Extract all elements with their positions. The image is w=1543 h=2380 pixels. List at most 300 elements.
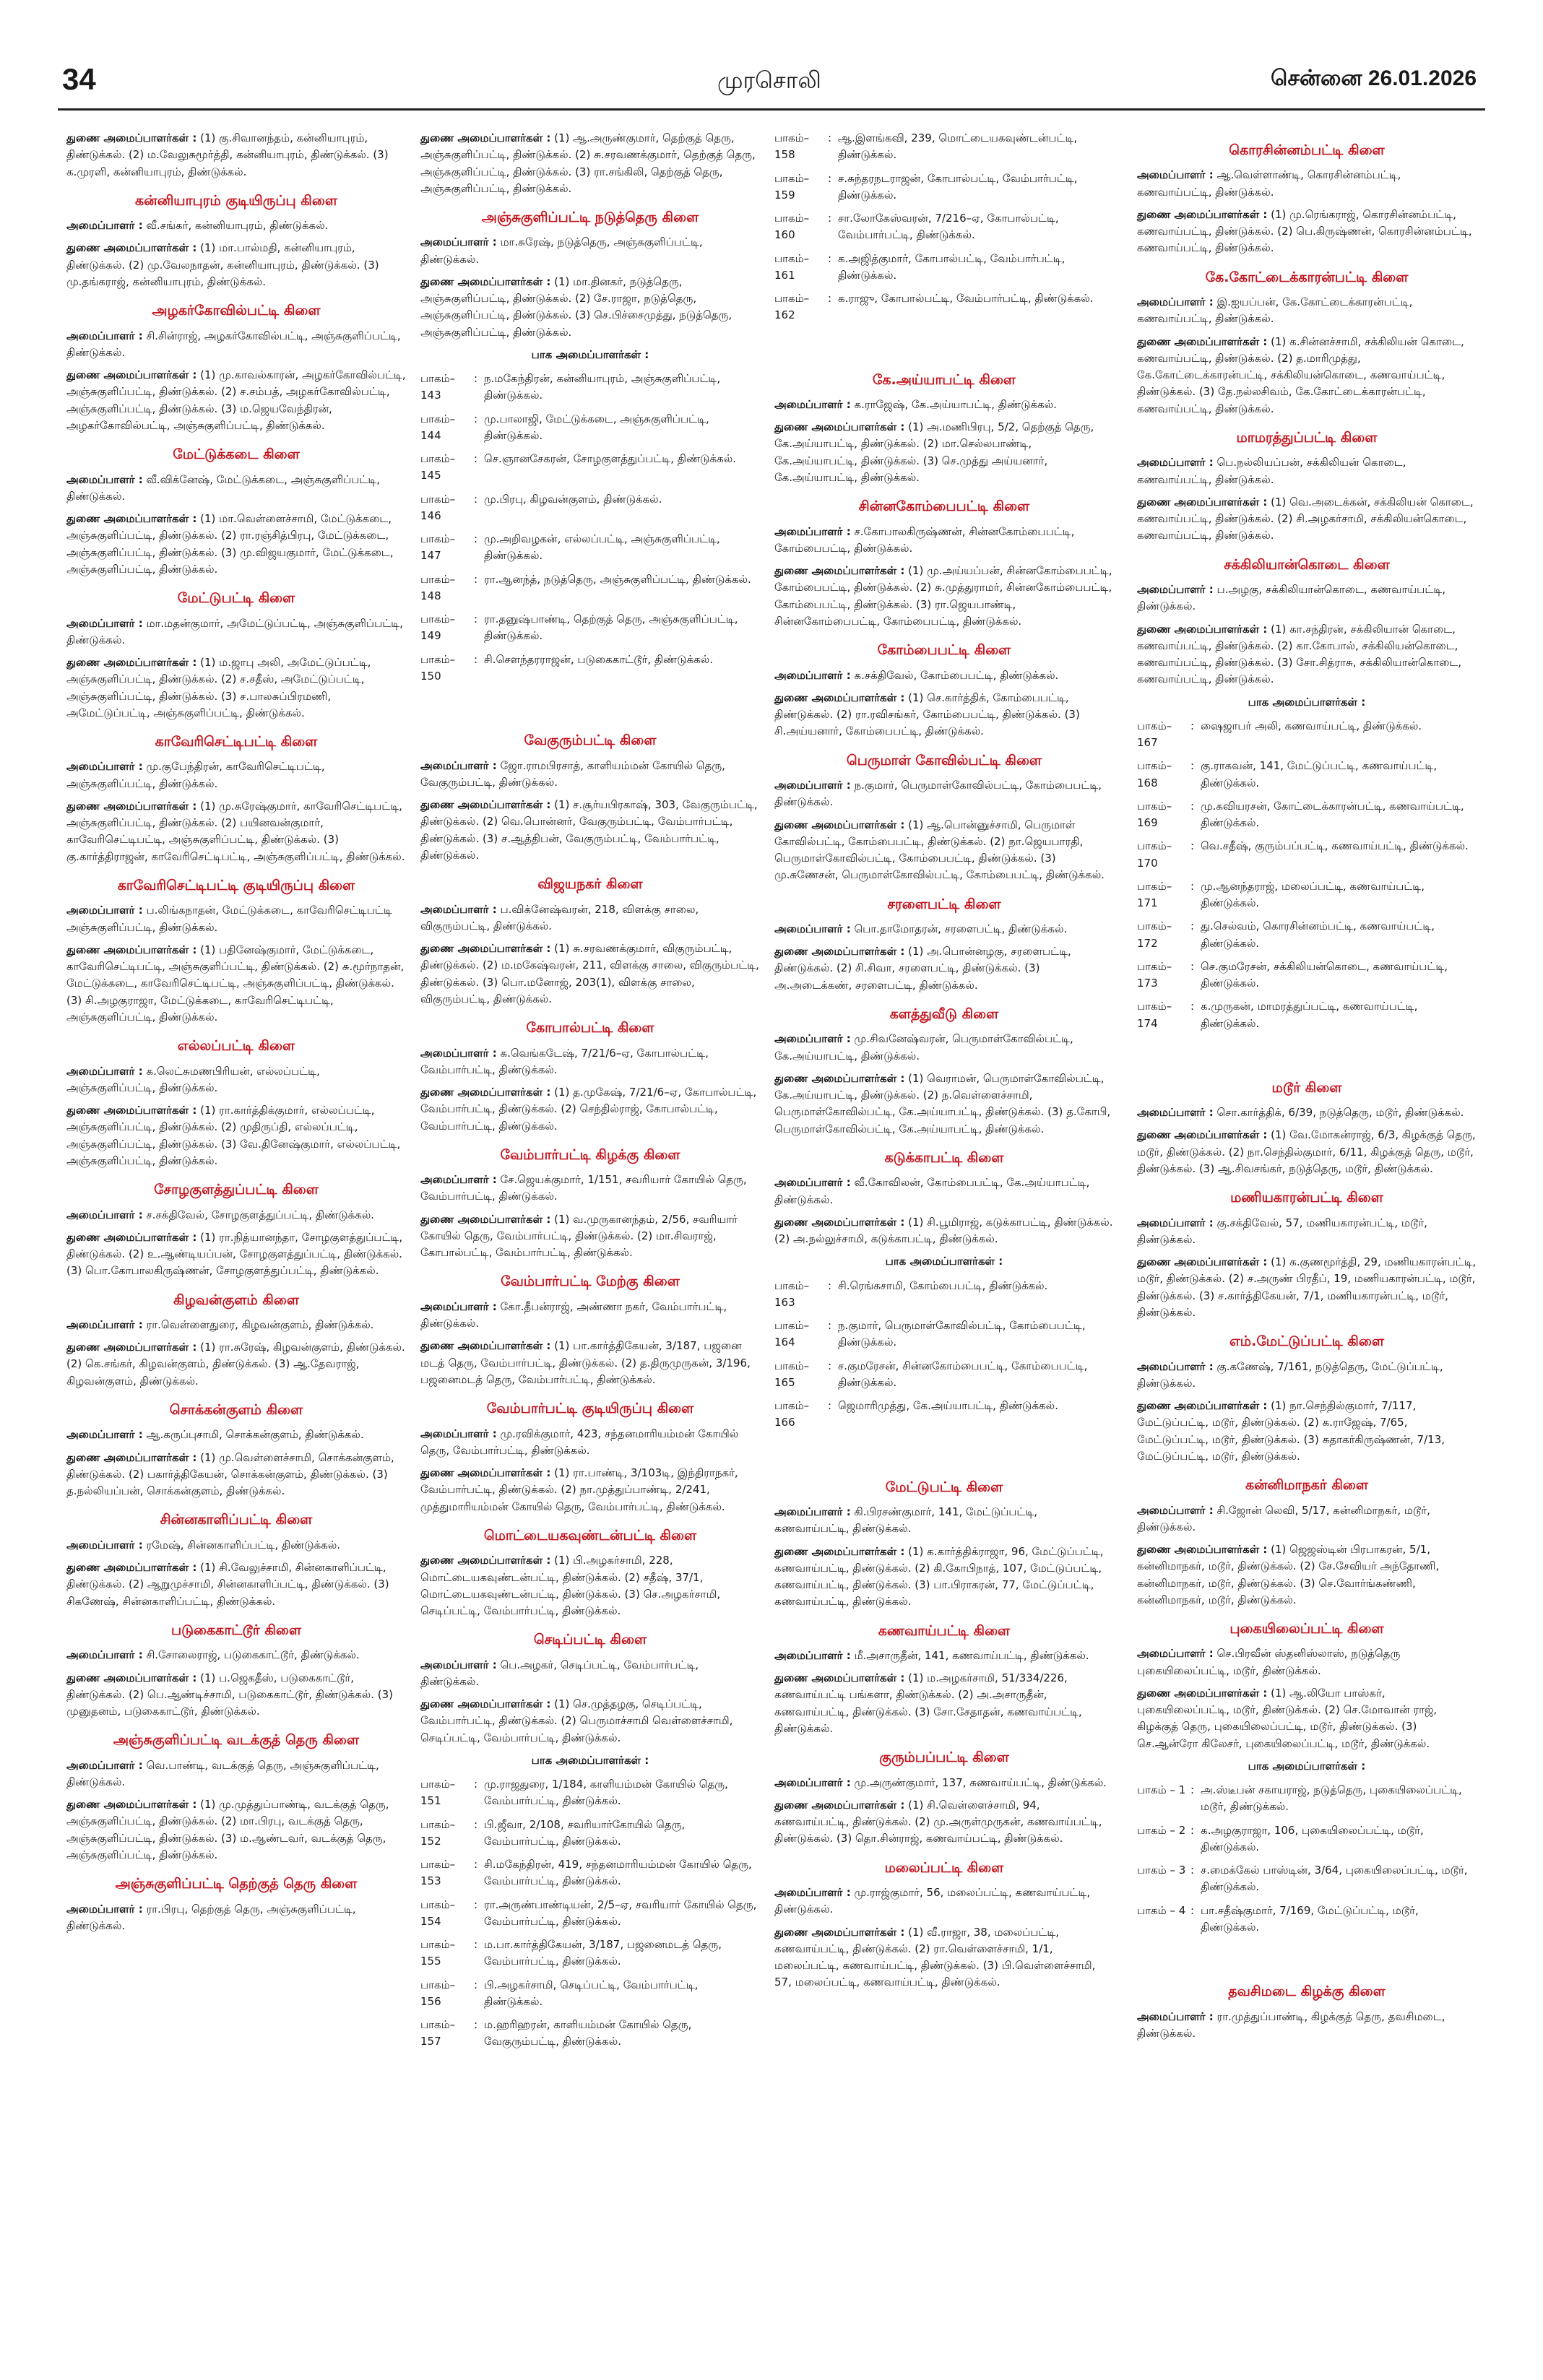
- office-bearer-entry: [420, 1084, 760, 1135]
- role-label: அமைப்பாளர் :: [420, 1427, 497, 1440]
- booth-entry: [774, 1358, 1114, 1392]
- separator: :: [828, 251, 832, 265]
- member-names: (1) மு.அய்யப்பன், சின்னகோம்பைபட்டி, கோம்பைபட்டி, திண்டுக்கல். (2) சு.முத்துராமர், சின்னகோம்பைபட்டி, கோம்பைபட்டி, திண்டுக்கல். (3) ரா.ஜெயபாண்டி, சின்னகோம்பைபட்டி, கோம்பைபட்டி, திண்டுக்கல்.: [774, 564, 1112, 628]
- member-names: (1) ஆ.பொன்னுச்சாமி, பெருமாள் கோவில்பட்டி, கோம்பைபட்டி, திண்டுக்கல். (2) நா.ஜெயபாரதி, பெருமாள்கோவில்பட்டி, கோம்பைபட்டி, திண்டுக்கல். (3) மு.சுணேசன், பெருமாள்கோவில்பட்டி, கோம்பைபட்டி, திண்டுக்கல்.: [774, 818, 1105, 882]
- role-label: அமைப்பாளர் :: [1137, 583, 1214, 596]
- office-bearer-entry: [774, 921, 1114, 938]
- role-label: அமைப்பாளர் :: [774, 524, 851, 538]
- role-label: அமைப்பாளர் :: [774, 668, 851, 682]
- separator: :: [1190, 879, 1195, 893]
- office-bearer-entry: [66, 1339, 406, 1390]
- role-label: அமைப்பாளர் :: [420, 902, 497, 916]
- booth-entry: [1137, 1862, 1477, 1896]
- branch-heading: கொரசின்னம்பட்டி கிளை: [1229, 142, 1385, 158]
- booth-member: வெ.சதீஷ், குரும்பப்பட்டி, கணவாய்பட்டி, திண்டுக்கல்.: [1201, 839, 1469, 853]
- role-label: அமைப்பாளர் :: [774, 397, 851, 411]
- booth-number: பாகம்– 168: [1137, 759, 1172, 789]
- member-names: (1) சி.பூமிராஜ், கடுக்காபட்டி, திண்டுக்கல். (2) அ.நல்லுச்சாமி, கடுக்காபட்டி, திண்டுக்கல்.: [774, 1215, 1113, 1246]
- separator: :: [828, 1278, 832, 1292]
- role-label: அமைப்பாளர் :: [1137, 456, 1214, 469]
- office-bearer-entry: [66, 1537, 406, 1554]
- booth-member: ஷைஜாபர் அலி, கணவாய்பட்டி, திண்டுக்கல்.: [1201, 719, 1422, 732]
- office-bearer-entry: [774, 1775, 1114, 1791]
- separator: :: [474, 613, 478, 626]
- member-names: இ.ஐயப்பன், கே.கோட்டைக்காரன்பட்டி, கணவாய்பட்டி, திண்டுக்கல்.: [1137, 295, 1413, 326]
- role-label: துணை அமைப்பாளர்கள் :: [774, 1071, 905, 1085]
- column-2: [420, 130, 760, 2057]
- office-bearer-entry: [66, 615, 406, 649]
- member-names: (1) க.கார்த்திக்ராஜா, 96, மேட்டுப்பட்டி, கணவாய்பட்டி, திண்டுக்கல். (2) கி.கோபிநாத், 107, மேட்டுப்பட்டி, கணவாய்பட்டி, திண்டுக்கல். (3) பா.பிராகரன், 77, மேட்டுப்பட்டி, கணவாய்பட்டி, திண்டுக்கல்.: [774, 1544, 1104, 1609]
- role-label: அமைப்பாளர் :: [66, 219, 143, 233]
- role-label: அமைப்பாளர் :: [66, 1758, 143, 1772]
- role-label: துணை அமைப்பாளர்கள் :: [66, 1798, 197, 1812]
- role-label: அமைப்பாளர் :: [1137, 1503, 1214, 1517]
- role-label: அமைப்பாளர் :: [774, 1032, 851, 1046]
- booth-number: பாகம்– 147: [420, 532, 456, 563]
- role-label: அமைப்பாளர் :: [774, 1505, 851, 1518]
- branch-heading: கே.கோட்டைக்காரன்பட்டி கிளை: [1205, 269, 1409, 285]
- booth-entry: [420, 1776, 760, 1810]
- booth-number: பாகம்– 173: [1137, 959, 1172, 990]
- section-subheading: பாக அமைப்பாளர்கள் :: [1248, 1759, 1366, 1773]
- separator: :: [474, 1978, 478, 1991]
- booth-number: பாகம்– 172: [1137, 919, 1172, 950]
- booth-number: பாகம்– 158: [774, 131, 810, 162]
- role-label: துணை அமைப்பாளர்கள் :: [420, 1697, 551, 1711]
- booth-number: பாகம்– 145: [420, 452, 456, 483]
- member-names: (1) வெராமன், பெருமாள்கோவில்பட்டி, கே.அய்யாபட்டி, திண்டுக்கல். (2) ந.வெள்ளைச்சாமி, பெருமாள்கோவில்பட்டி, கே.அய்யாபட்டி, திண்டுக்கல். (3) த.கோபி, பெருமாள்கோவில்பட்டி, கே.அய்யாபட்டி, திண்டுக்கல்.: [774, 1071, 1111, 1135]
- separator: :: [474, 572, 478, 586]
- member-names: (1) ரா.பாண்டி, 3/103டி, இந்திராநகர், வேம்பார்பட்டி, திண்டுக்கல். (2) நா.முத்துப்பாண்டி, 2/241, முத்துமாரியம்மன் கோயில் தெரு, வேம்பார்பட்டி, திண்டுக்கல்.: [420, 1466, 738, 1513]
- member-names: (1) கு.சிவானந்தம், கன்னியாபுரம், திண்டுக்கல். (2) ம.வேலுசுமூர்த்தி, கன்னியாபுரம், திண்டுக்கல். (3) க.முரளி, கன்னியாபுரம், திண்டுக்கல்.: [66, 131, 389, 178]
- office-bearer-entry: [66, 902, 406, 936]
- role-label: அமைப்பாளர் :: [66, 1648, 143, 1662]
- role-label: அமைப்பாளர் :: [1137, 2009, 1214, 2023]
- branch-heading: எம்.மேட்டுப்பட்டி கிளை: [1229, 1333, 1385, 1350]
- role-label: துணை அமைப்பாளர்கள் :: [1137, 1686, 1268, 1700]
- column-3: [774, 130, 1114, 1997]
- booth-member: ஆ.இளங்கவி, 239, மொட்டையகவுண்டன்பட்டி, திண்டுக்கல்.: [838, 131, 1078, 162]
- role-label: அமைப்பாளர் :: [1137, 1106, 1214, 1120]
- booth-number: பாகம்– 164: [774, 1319, 810, 1349]
- office-bearer-entry: [66, 1207, 406, 1224]
- office-bearer-entry: [774, 524, 1114, 558]
- branch-heading: படுகைகாட்டூர் கிளை: [170, 1622, 302, 1638]
- spacer: [1137, 1942, 1477, 1971]
- office-bearer-entry: [420, 274, 760, 341]
- office-bearer-entry: [66, 1229, 406, 1280]
- office-bearer-entry: [420, 1045, 760, 1079]
- branch-heading: மணியகாரன்பட்டி கிளை: [1230, 1190, 1383, 1206]
- booth-entry: [774, 170, 1114, 204]
- booth-entry: [774, 1398, 1114, 1432]
- branch-heading: கணவாய்பட்டி கிளை: [878, 1622, 1011, 1639]
- member-names: க.வெங்கடேஷ், 7/21/6–ஏ, கோபால்பட்டி, வேம்பார்பட்டி, திண்டுக்கல்.: [420, 1046, 709, 1076]
- booth-member: க.அஜித்குமார், கோபால்பட்டி, வேம்பார்பட்டி, திண்டுக்கல்.: [838, 251, 1066, 282]
- office-bearer-entry: [1137, 1398, 1477, 1465]
- member-names: (1) சு.சரவணக்குமார், விகுரும்பட்டி, திண்டுக்கல். (2) ம.மகேஷ்வரன், 211, விளக்கு சாலை, விகுரும்பட்டி, திண்டுக்கல். (3) பொ.மனோஜ், 203(1), விளக்கு சாலை, விகுரும்பட்டி, திண்டுக்கல்.: [420, 942, 759, 1005]
- role-label: அமைப்பாளர் :: [774, 1775, 851, 1789]
- office-bearer-entry: [774, 397, 1114, 413]
- branch-heading: கன்னியாபுரம் குடியிருப்பு கிளை: [135, 192, 337, 209]
- member-names: (1) ரா.சுரேஷ், கிழவன்குளம், திண்டுக்கல். (2) கெ.சங்கர், கிழவன்குளம், திண்டுக்கல். (3) ஆ.தேவராஜ், கிழவன்குளம், திண்டுக்கல்.: [66, 1341, 405, 1388]
- booth-member: ம.பா.கார்த்திகேயன், 3/187, பஜனைமடத் தெரு, வேம்பார்பட்டி, திண்டுக்கல்.: [484, 1938, 722, 1968]
- office-bearer-entry: [420, 1211, 760, 1262]
- booth-number: பாகம்– 155: [420, 1938, 456, 1968]
- member-names: ரமேஷ், சின்னகாளிப்பட்டி, திண்டுக்கல்.: [146, 1538, 341, 1552]
- member-names: (1) பா.கார்த்திகேயன், 3/187, பஜனை மடத் தெரு, வேம்பார்பட்டி, திண்டுக்கல். (2) த.திருமுருகன், 3/196, பஜனைமடத் தெரு, வேம்பார்பட்டி, திண்டுக்கல்.: [420, 1339, 751, 1386]
- booth-member: ச.மைக்கேல் பாஸ்டின், 3/64, புகையிலைப்பட்டி, மடூர், திண்டுக்கல்.: [1201, 1864, 1468, 1894]
- separator: :: [828, 1319, 832, 1333]
- role-label: அமைப்பாளர் :: [420, 1299, 497, 1313]
- role-label: அமைப்பாளர் :: [66, 329, 143, 342]
- booth-number: பாகம்– 159: [774, 171, 810, 202]
- role-label: துணை அமைப்பாளர்கள் :: [420, 942, 551, 956]
- office-bearer-entry: [774, 1544, 1114, 1611]
- booth-number: பாகம்– 160: [774, 212, 810, 242]
- role-label: துணை அமைப்பாளர்கள் :: [420, 1466, 551, 1480]
- section-subheading: பாக அமைப்பாளர்கள் :: [885, 1255, 1003, 1268]
- booth-member: மு.அறிவழகன், எல்லப்பட்டி, அஞ்சுகுளிப்பட்டி, திண்டுக்கல்.: [484, 532, 720, 563]
- booth-entry: [1137, 718, 1477, 752]
- member-names: வீ.கோவிலன், கோம்பைபட்டி, கே.அய்யாபட்டி, திண்டுக்கல்.: [774, 1176, 1090, 1206]
- booth-member: க.முருகன், மாமரத்துப்பட்டி, கணவாய்பட்டி, திண்டுக்கல்.: [1201, 1000, 1418, 1030]
- office-bearer-entry: [1137, 454, 1477, 488]
- booth-member: அ.ஸ்டீபன் சகாயராஜ், நடுத்தெரு, புகையிலைப்பட்டி, மடூர், திண்டுக்கல்.: [1201, 1783, 1462, 1814]
- member-names: (1) ம.ஜாபு அலி, அமேட்டுப்பட்டி, அஞ்சுகுளிப்பட்டி, திண்டுக்கல். (2) ச.சதீஸ், அமேட்டுப்பட்டி, அஞ்சுகுளிப்பட்டி, திண்டுக்கல். (3) ச.பாலசுப்பிரமணி, அமேட்டுப்பட்டி, அஞ்சுகுளிப்பட்டி, திண்டுக்கல்.: [66, 656, 371, 719]
- role-label: அமைப்பாளர் :: [774, 779, 851, 792]
- office-bearer-entry: [420, 1465, 760, 1515]
- role-label: துணை அமைப்பாளர்கள் :: [1137, 207, 1268, 221]
- role-label: துணை அமைப்பாளர்கள் :: [774, 1671, 905, 1685]
- separator: :: [474, 1817, 478, 1831]
- branch-heading: கன்னிமாநகர் கிளை: [1245, 1477, 1369, 1494]
- separator: :: [474, 452, 478, 466]
- office-bearer-entry: [774, 563, 1114, 630]
- office-bearer-entry: [1137, 1359, 1477, 1393]
- separator: :: [828, 1359, 832, 1372]
- office-bearer-entry: [420, 1338, 760, 1388]
- member-names: (1) மு.முத்துப்பாண்டி, வடக்குத் தெரு, அஞ்சுகுளிப்பட்டி, திண்டுக்கல். (2) மா.பிரபு, வடக்குத் தெரு, அஞ்சுகுளிப்பட்டி, திண்டுக்கல். (3) ம.ஆண்டவர், வடக்குத் தெரு, அஞ்சுகுளிப்பட்டி, திண்டுக்கல்.: [66, 1798, 389, 1861]
- office-bearer-entry: [66, 1901, 406, 1935]
- office-bearer-entry: [774, 690, 1114, 740]
- booth-member: ந.மகேந்திரன், கன்னியாபுரம், அஞ்சுகுளிப்பட்டி, திண்டுக்கல்.: [484, 372, 721, 402]
- member-names: கு.கணேஷ், 7/161, நடுத்தெரு, மேட்டுப்பட்டி, திண்டுக்கல்.: [1137, 1359, 1443, 1390]
- header-rule: [58, 108, 1485, 111]
- booth-member: ச.சுந்தரநடராஜன், கோபால்பட்டி, வேம்பார்பட்டி, திண்டுக்கல்.: [838, 171, 1078, 202]
- booth-entry: [420, 491, 760, 525]
- role-label: துணை அமைப்பாளர்கள் :: [66, 1671, 197, 1684]
- separator: :: [1190, 759, 1195, 773]
- office-bearer-entry: [774, 943, 1114, 994]
- booth-number: பாகம் – 4: [1137, 1903, 1186, 1917]
- member-names: க.சக்திவேல், கோம்பைபட்டி, திண்டுக்கல்.: [854, 668, 1059, 682]
- member-names: (1) அ.மணிபிரபு, 5/2, தெற்குத் தெரு, கே.அய்யாபட்டி, திண்டுக்கல். (2) மா.செல்லபாண்டி, கே.அய்யாபட்டி, திண்டுக்கல். (3) செ.முத்து அய்யனார், கே.அய்யாபட்டி, திண்டுக்கல்.: [774, 420, 1094, 484]
- branch-heading: சோழகுளத்துப்பட்டி கிளை: [154, 1182, 319, 1198]
- member-names: மு.அருண்குமார், 137, சுணவாய்பட்டி, திண்டுக்கல்.: [854, 1775, 1107, 1789]
- member-names: கோ.தீபன்ராஜ், அண்ணா நகர், வேம்பார்பட்டி, திண்டுக்கல்.: [420, 1299, 727, 1330]
- newspaper-name: முரசொலி: [717, 66, 821, 94]
- separator: :: [1190, 1823, 1195, 1837]
- dateline: சென்னை 26.01.2026: [1270, 66, 1477, 90]
- member-names: ச.கோபாலகிருஷ்ணன், சின்னகோம்பைபட்டி, கோம்பைபட்டி, திண்டுக்கல்.: [774, 524, 1075, 555]
- role-label: துணை அமைப்பாளர்கள் :: [420, 131, 551, 144]
- role-label: அமைப்பாளர் :: [774, 1648, 851, 1662]
- column-4: [1137, 130, 1477, 2048]
- member-names: மு.ரவிக்குமார், 423, சந்தனமாரியம்மன் கோயில் தெரு, வேம்பார்பட்டி, திண்டுக்கல்.: [420, 1427, 739, 1457]
- member-names: ரா.பிரபு, தெற்குத் தெரு, அஞ்சுகுளிப்பட்டி, திண்டுக்கல்.: [66, 1902, 356, 1932]
- office-bearer-entry: [1137, 1541, 1477, 1609]
- booth-entry: [420, 1937, 760, 1970]
- role-label: துணை அமைப்பாளர்கள் :: [420, 1339, 551, 1353]
- office-bearer-entry: [420, 1299, 760, 1333]
- role-label: துணை அமைப்பாளர்கள் :: [420, 798, 551, 812]
- member-names: பெ.அழகர், செடிப்பட்டி, வேம்பார்பட்டி, திண்டுக்கல்.: [420, 1658, 699, 1688]
- booth-member: மு.ஆனந்தராஜ், மலைப்பட்டி, கணவாய்பட்டி, திண்டுக்கல்.: [1201, 879, 1425, 909]
- role-label: துணை அமைப்பாளர்கள் :: [774, 945, 905, 959]
- role-label: துணை அமைப்பாளர்கள் :: [420, 1212, 551, 1226]
- booth-entry: [420, 652, 760, 685]
- member-names: (1) மா.பால்மதி, கன்னியாபுரம், திண்டுக்கல். (2) மு.வேலநாதன், கன்னியாபுரம், திண்டுக்கல். (3) மு.தங்கராஜ், கன்னியாபுரம், திண்டுக்கல்.: [66, 241, 379, 288]
- role-label: துணை அமைப்பாளர்கள் :: [774, 564, 905, 578]
- booth-entry: [1137, 838, 1477, 872]
- role-label: அமைப்பாளர் :: [66, 904, 143, 917]
- booth-member: பி.ஜீவா, 2/108, சவரியார்கோயில் தெரு, வேம்பார்பட்டி, திண்டுக்கல்.: [484, 1817, 686, 1848]
- role-label: அமைப்பாளர் :: [66, 1538, 143, 1552]
- member-names: ப.லிங்கநாதன், மேட்டுக்கடை, காவேரிசெட்டிபட்டி அஞ்சுகுளிப்பட்டி, திண்டுக்கல்.: [66, 904, 392, 934]
- booth-entry: [1137, 878, 1477, 912]
- branch-heading: கிழவன்குளம் கிளை: [173, 1291, 299, 1308]
- office-bearer-entry: [1137, 1215, 1477, 1249]
- booth-member: கு.ராகவன், 141, மேட்டுப்பட்டி, கணவாய்பட்டி, திண்டுக்கல்.: [1201, 759, 1438, 789]
- member-names: ந.குமார், பெருமாள்கோவில்பட்டி, கோம்பைபட்டி, திண்டுக்கல்.: [774, 779, 1102, 809]
- booth-entry: [420, 611, 760, 645]
- role-label: துணை அமைப்பாளர்கள் :: [66, 241, 197, 255]
- member-names: (1) சி.வெள்ளைச்சாமி, 94, கணவாய்பட்டி, திண்டுக்கல். (2) மு.அருள்முருகன், கணவாய்பட்டி, திண்டுக்கல். (3) தொ.சின்ராஜ், கணவாய்பட்டி, திண்டுக்கல்.: [774, 1798, 1102, 1845]
- separator: :: [474, 412, 478, 425]
- office-bearer-entry: [66, 217, 406, 234]
- role-label: அமைப்பாளர் :: [66, 1064, 143, 1078]
- booth-entry: [420, 531, 760, 565]
- office-bearer-entry: [420, 758, 760, 792]
- role-label: துணை அமைப்பாளர்கள் :: [66, 131, 197, 144]
- separator: :: [828, 1399, 832, 1413]
- booth-number: பாகம்– 148: [420, 572, 456, 602]
- separator: :: [828, 212, 832, 225]
- booth-entry: [420, 451, 760, 485]
- role-label: துணை அமைப்பாளர்கள் :: [66, 512, 197, 526]
- booth-entry: [420, 411, 760, 445]
- booth-number: பாகம் – 3: [1137, 1864, 1186, 1877]
- separator: :: [474, 1938, 478, 1952]
- member-names: (1) மா.தினகர், நடுத்தெரு, அஞ்சுகுளிப்பட்டி, திண்டுக்கல். (2) சே.ராஜா, நடுத்தெரு, அஞ்சுகுளிப்பட்டி, திண்டுக்கல். (3) செ.பிச்சைமுத்து, நடுத்தெரு, அஞ்சுகுளிப்பட்டி, திண்டுக்கல்.: [420, 274, 732, 339]
- branch-heading: கே.அய்யாபட்டி கிளை: [872, 371, 1016, 388]
- role-label: துணை அமைப்பாளர்கள் :: [66, 943, 197, 956]
- booth-number: பாகம்– 143: [420, 372, 456, 402]
- role-label: அமைப்பாளர் :: [420, 235, 497, 249]
- booth-member: ரா.ஆனந்த், நடுத்தெரு, அஞ்சுகுளிப்பட்டி, திண்டுக்கல்.: [484, 572, 751, 586]
- member-names: (1) பதினேஷ்குமார், மேட்டுக்கடை, காவேரிசெட்டிபட்டி, அஞ்சுகுளிப்பட்டி, திண்டுக்கல். (2) சு.மூர்நாதன், மேட்டுக்கடை, காவேரிசெட்டிபட்டி, அஞ்சுகுளிப்பட்டி, திண்டுக்கல். (3) சி.அழகுராஜா, மேட்டுக்கடை, காவேரிசெட்டிபட்டி, அஞ்சுகுளிப்பட்டி, திண்டுக்கல்.: [66, 943, 405, 1024]
- booth-number: பாகம்– 146: [420, 492, 456, 522]
- office-bearer-entry: [1137, 1685, 1477, 1752]
- branch-heading: குரும்பப்பட்டி கிளை: [879, 1749, 1009, 1766]
- separator: :: [1190, 1783, 1195, 1797]
- booth-member: செ.ஞானசேகரன், சோழகுளத்துப்பட்டி, திண்டுக்கல்.: [484, 452, 736, 466]
- booth-number: பாகம்– 170: [1137, 839, 1172, 870]
- separator: :: [474, 652, 478, 666]
- role-label: அமைப்பாளர் :: [1137, 1647, 1214, 1661]
- role-label: துணை அமைப்பாளர்கள் :: [1137, 495, 1268, 509]
- branch-heading: பெருமாள் கோவில்பட்டி கிளை: [846, 752, 1042, 769]
- separator: :: [828, 171, 832, 185]
- booth-entry: [1137, 998, 1477, 1032]
- office-bearer-entry: [66, 798, 406, 865]
- separator: :: [1190, 719, 1195, 732]
- role-label: துணை அமைப்பாளர்கள் :: [1137, 1543, 1268, 1556]
- office-bearer-entry: [774, 419, 1114, 486]
- member-names: (1) மு.வெள்ளைச்சாமி, சொக்கன்குளம், திண்டுக்கல். (2) பகார்த்திகேயன், சொக்கன்குளம், திண்டுக்கல். (3) த.நல்லியப்பன், சொக்கன்குளம், திண்டுக்கல்.: [66, 1450, 394, 1498]
- office-bearer-entry: [420, 901, 760, 935]
- member-names: க.லெட்சுமணபிரியன், எல்லப்பட்டி, அஞ்சுகுளிப்பட்டி, திண்டுக்கல்.: [66, 1064, 320, 1094]
- member-names: (1) க.குணமூர்த்தி, 29, மணியகாரன்பட்டி, மடூர், திண்டுக்கல். (2) ச.அருண் பிரதீப், 19, மணியகாரன்பட்டி, மடூர், திண்டுக்கல். (3) ச.கார்த்திகேயன், 7/1, மணியகாரன்பட்டி, மடூர், திண்டுக்கல்.: [1137, 1255, 1477, 1319]
- booth-number: பாகம்– 152: [420, 1817, 456, 1848]
- office-bearer-entry: [66, 130, 406, 181]
- member-names: (1) த.முகேஷ், 7/21/6–ஏ, கோபால்பட்டி, வேம்பார்பட்டி, திண்டுக்கல். (2) செந்தில்ராஜ், கோபால்பட்டி, வேம்பார்பட்டி, திண்டுக்கல்.: [420, 1086, 757, 1133]
- member-names: மா.மதன்குமார், அமேட்டுப்பட்டி, அஞ்சுகுளிப்பட்டி, திண்டுக்கல்.: [66, 616, 403, 646]
- member-names: (1) ரா.கார்த்திக்குமார், எல்லப்பட்டி, அஞ்சுகுளிப்பட்டி, திண்டுக்கல். (2) முதிருப்தி, எல்லப்பட்டி, அஞ்சுகுளிப்பட்டி, திண்டுக்கல். (3) வே.தினேஷ்குமார், எல்லப்பட்டி, அஞ்சுகுளிப்பட்டி, திண்டுக்கல்.: [66, 1104, 401, 1167]
- separator: :: [474, 372, 478, 386]
- separator: :: [1190, 1903, 1195, 1917]
- member-names: ஆ.கருப்புசாமி, சொக்கன்குளம், திண்டுக்கல்.: [146, 1428, 364, 1442]
- branch-heading: தவசிமடை கிழக்கு கிளை: [1228, 1983, 1386, 2000]
- booth-member: சி.சௌந்தரராஜன், படுகைகாட்டூர், திண்டுக்கல்.: [484, 652, 714, 666]
- branch-heading: சக்கிலியான்கொடை கிளை: [1224, 556, 1390, 573]
- branch-heading: வேம்பார்பட்டி குடியிருப்பு கிளை: [486, 1401, 694, 1417]
- separator: :: [1190, 839, 1195, 853]
- office-bearer-entry: [66, 1796, 406, 1864]
- role-label: அமைப்பாளர் :: [420, 1173, 497, 1187]
- booth-member: ரா.அருண்பாண்டியன், 2/5–ஏ, சவரியார் கோயில் தெரு, வேம்பார்பட்டி, திண்டுக்கல்.: [484, 1897, 757, 1928]
- branch-heading: சொக்கன்குளம் கிளை: [169, 1401, 303, 1418]
- member-names: (1) ம.அழகர்சாமி, 51/334/226, கணவாய்பட்டி பங்களா, திண்டுக்கல். (2) அ.அசாருதீன், கணவாய்பட்டி, திண்டுக்கல். (3) சோ.சேதாதன், கணவாய்பட்டி, திண்டுக்கல்.: [774, 1671, 1082, 1735]
- office-bearer-entry: [420, 1657, 760, 1691]
- booth-entry: [774, 1278, 1114, 1312]
- office-bearer-entry: [66, 1450, 406, 1500]
- role-label: துணை அமைப்பாளர்கள் :: [1137, 334, 1268, 348]
- member-names: மா.சுரேஷ், நடுத்தெரு, அஞ்சுகுளிப்பட்டி, திண்டுக்கல்.: [420, 235, 703, 266]
- role-label: துணை அமைப்பாளர்கள் :: [420, 1554, 551, 1567]
- office-bearer-entry: [774, 1670, 1114, 1737]
- role-label: துணை அமைப்பாளர்கள் :: [774, 1798, 905, 1812]
- office-bearer-entry: [1137, 207, 1477, 257]
- booth-member: பி.அழகர்சாமி, செடிப்பட்டி, வேம்பார்பட்டி, திண்டுக்கல்.: [484, 1978, 699, 2008]
- role-label: அமைப்பாளர் :: [66, 760, 143, 774]
- member-names: மு.குபேந்திரன், காவேரிசெட்டிபட்டி, அஞ்சுகுளிப்பட்டி, திண்டுக்கல்.: [66, 760, 325, 790]
- branch-heading: அஞ்சுகுளிப்பட்டி நடுத்தெரு கிளை: [481, 209, 699, 225]
- booth-number: பாகம்– 144: [420, 412, 456, 442]
- role-label: துணை அமைப்பாளர்கள் :: [66, 1104, 197, 1117]
- office-bearer-entry: [1137, 1104, 1477, 1121]
- office-bearer-entry: [774, 817, 1114, 884]
- page-header: [58, 59, 1481, 110]
- booth-number: பாகம்– 171: [1137, 879, 1172, 909]
- separator: :: [1190, 1000, 1195, 1013]
- booth-entry: [420, 1817, 760, 1851]
- office-bearer-entry: [774, 1031, 1114, 1065]
- booth-number: பாகம் – 2: [1137, 1823, 1186, 1837]
- member-names: செ.பிரவீன் ஸ்தனிஸ்லாஸ், நடுத்தெரு புகையிலைப்பட்டி, மடூர், திண்டுக்கல்.: [1137, 1647, 1401, 1677]
- section-subheading: பாக அமைப்பாளர்கள் :: [531, 347, 649, 361]
- member-names: (1) செ.முத்தழகு, செடிப்பட்டி, வேம்பார்பட்டி, திண்டுக்கல். (2) பெருமாச்சாமி வெள்ளைச்சாமி, செடிப்பட்டி, வேம்பார்பட்டி, திண்டுக்கல்.: [420, 1697, 733, 1744]
- office-bearer-entry: [66, 758, 406, 792]
- separator: :: [474, 1778, 478, 1791]
- member-names: (1) நா.செந்தில்குமார், 7/117, மேட்டுப்பட்டி, மடூர், திண்டுக்கல். (2) க.ராஜேஷ், 7/65, மேட்டுப்பட்டி, மடூர், திண்டுக்கல். (3) சுதாகர்கிருஷ்ணன், 7/13, மேட்டுப்பட்டி, மடூர், திண்டுக்கல்.: [1137, 1399, 1445, 1463]
- office-bearer-entry: [1137, 334, 1477, 417]
- branch-heading: சின்னகோம்பைபட்டி கிளை: [858, 498, 1030, 515]
- member-names: (1) அ.பொன்னழகு, சரளைபட்டி, திண்டுக்கல். (2) சி.சிவா, சரளைபட்டி, திண்டுக்கல். (3) அ.அடைக்கண், சரளைபட்டி, திண்டுக்கல்.: [774, 945, 1071, 992]
- member-names: (1) சி.வேலுச்சாமி, சின்னகாளிப்பட்டி, திண்டுக்கல். (2) ஆறுமுச்சாமி, சின்னகாளிப்பட்டி, திண்டுக்கல். (3) சிகணேஷ், சின்னகாளிப்பட்டி, திண்டுக்கல்.: [66, 1561, 389, 1608]
- office-bearer-entry: [420, 234, 760, 268]
- member-names: ஆ.வெள்ளாண்டி, கொரசின்னம்பட்டி, கணவாய்பட்டி, திண்டுக்கல்.: [1137, 168, 1401, 199]
- role-label: அமைப்பாளர் :: [66, 1902, 143, 1916]
- member-names: கு.சக்திவேல், 57, மணியகாரன்பட்டி, மடூர், திண்டுக்கல்.: [1137, 1216, 1427, 1246]
- member-names: (1) ஆ.லியோ பாஸ்கர், புகையிலைப்பட்டி, மடூர், திண்டுக்கல். (2) செ.மோவான் ராஜ், கிழக்குத் தெரு, புகையிலைப்பட்டி, மடூர், திண்டுக்கல். (3) செ.ஆன்ரோ கிலேசர், புகையிலைப்பட்டி, மடூர், திண்டுக்கல்.: [1137, 1686, 1438, 1750]
- member-names: சி.ஜோன் லெவி, 5/17, கன்னிமாநகர், மடூர், திண்டுக்கல்.: [1137, 1503, 1430, 1533]
- member-names: ரா.முத்துப்பாண்டி, கிழக்குத் தெரு, தவசிமடை, திண்டுக்கல்.: [1137, 2009, 1445, 2040]
- member-names: சி.சின்ராஜ், அழகர்கோவில்பட்டி, அஞ்சுகுளிப்பட்டி, திண்டுக்கல்.: [66, 329, 401, 359]
- member-names: ரா.வெள்ளைதுரை, கிழவன்குளம், திண்டுக்கல்.: [146, 1317, 374, 1331]
- office-bearer-entry: [420, 130, 760, 197]
- booth-member: து.செல்வம், கொரசின்னம்பட்டி, கணவாய்பட்டி, திண்டுக்கல்.: [1201, 919, 1435, 950]
- office-bearer-entry: [774, 1884, 1114, 1918]
- branch-heading: அஞ்சுகுளிப்பட்டி வடக்குத் தெரு கிளை: [113, 1732, 360, 1749]
- member-names: (1) ரா.நித்யானந்தா, சோழகுளத்துப்பட்டி, திண்டுக்கல். (2) உ.ஆண்டியப்பன், சோழகுளத்துப்பட்டி, திண்டுக்கல். (3) பொ.கோபாலகிருஷ்ணன், சோழகுளத்துப்பட்டி, திண்டுக்கல்.: [66, 1230, 403, 1278]
- booth-entry: [420, 1856, 760, 1890]
- booth-entry: [420, 2017, 760, 2051]
- branch-heading: காவேரிசெட்டிபட்டி கிளை: [155, 734, 318, 750]
- booth-entry: [774, 1317, 1114, 1351]
- role-label: அமைப்பாளர் :: [66, 1428, 143, 1442]
- member-names: (1) கா.சந்திரன், சக்கிலியான் கொடை, கணவாய்பட்டி, திண்டுக்கல். (2) கா.கோபால், சக்கிலியன்கொடை, கணவாய்பட்டி, திண்டுக்கல். (3) சோ.சித்ராசு, சக்கிலியான்கொடை, கணவாய்பட்டி, திண்டுக்கல்.: [1137, 622, 1461, 686]
- booth-entry: [774, 130, 1114, 164]
- role-label: துணை அமைப்பாளர்கள் :: [774, 1925, 905, 1939]
- booth-member: பா.சதீஷ்குமார், 7/169, மேட்டுப்பட்டி, மடூர், திண்டுக்கல்.: [1201, 1903, 1419, 1934]
- branch-heading: மொட்டையகவுண்டன்பட்டி கிளை: [483, 1527, 697, 1544]
- separator: :: [1190, 799, 1195, 813]
- branch-heading: மேட்டுக்கடை கிளை: [173, 446, 300, 463]
- role-label: அமைப்பாளர் :: [1137, 295, 1214, 309]
- office-bearer-entry: [420, 940, 760, 1008]
- branch-heading: மேட்டுபட்டி கிளை: [885, 1479, 1003, 1495]
- member-names: (1) மு.ரெங்கராஜ், கொரசின்னம்பட்டி, கணவாய்பட்டி, திண்டுக்கல். (2) பெ.கிருஷ்ணன், கொரசின்னம்பட்டி, கணவாய்பட்டி, திண்டுக்கல்.: [1137, 207, 1472, 255]
- role-label: அமைப்பாளர் :: [774, 922, 851, 935]
- member-names: சே.ஜெயக்குமார், 1/151, சவரியார் கோயில் தெரு, வேம்பார்பட்டி, திண்டுக்கல்.: [420, 1173, 747, 1203]
- role-label: அமைப்பாளர் :: [66, 1208, 143, 1221]
- booth-number: பாகம்– 165: [774, 1359, 810, 1389]
- booth-entry: [420, 571, 760, 605]
- booth-member: ஜெமாரிமுத்து, கே.அய்யாபட்டி, திண்டுக்கல்.: [838, 1399, 1058, 1413]
- branch-heading: விஜயநகர் கிளை: [537, 876, 643, 893]
- member-names: மு.ராஜ்குமார், 56, மலைப்பட்டி, கணவாய்பட்டி, திண்டுக்கல்.: [774, 1886, 1091, 1916]
- role-label: அமைப்பாளர் :: [1137, 168, 1214, 182]
- member-names: (1) மு.காவல்காரன், அழகர்கோவில்பட்டி, அஞ்சுகுளிப்பட்டி, திண்டுக்கல். (2) ச.சம்பத், அழகர்கோவில்பட்டி, அஞ்சுகுளிப்பட்டி, திண்டுக்கல். (3) ம.ஜெயவேந்திரன், அழகர்கோவில்பட்டி, அஞ்சுகுளிப்பட்டி, திண்டுக்கல்.: [66, 368, 406, 432]
- booth-entry: [420, 371, 760, 404]
- role-label: துணை அமைப்பாளர்கள் :: [66, 1341, 197, 1354]
- role-label: துணை அமைப்பாளர்கள் :: [1137, 1128, 1268, 1142]
- separator: :: [1190, 959, 1195, 973]
- member-names: (1) மு.சுரேஷ்குமார், காவேரிசெட்டிபட்டி, அஞ்சுகுளிப்பட்டி, திண்டுக்கல். (2) பயினவன்குமார், காவேரிசெட்டிபட்டி, அஞ்சுகுளிப்பட்டி, திண்டுக்கல். (3) கு.கார்த்திராஜன், காவேரிசெட்டிபட்டி, அஞ்சுகுளிப்பட்டி, திண்டுக்கல்.: [66, 799, 405, 863]
- booth-entry: [774, 290, 1114, 324]
